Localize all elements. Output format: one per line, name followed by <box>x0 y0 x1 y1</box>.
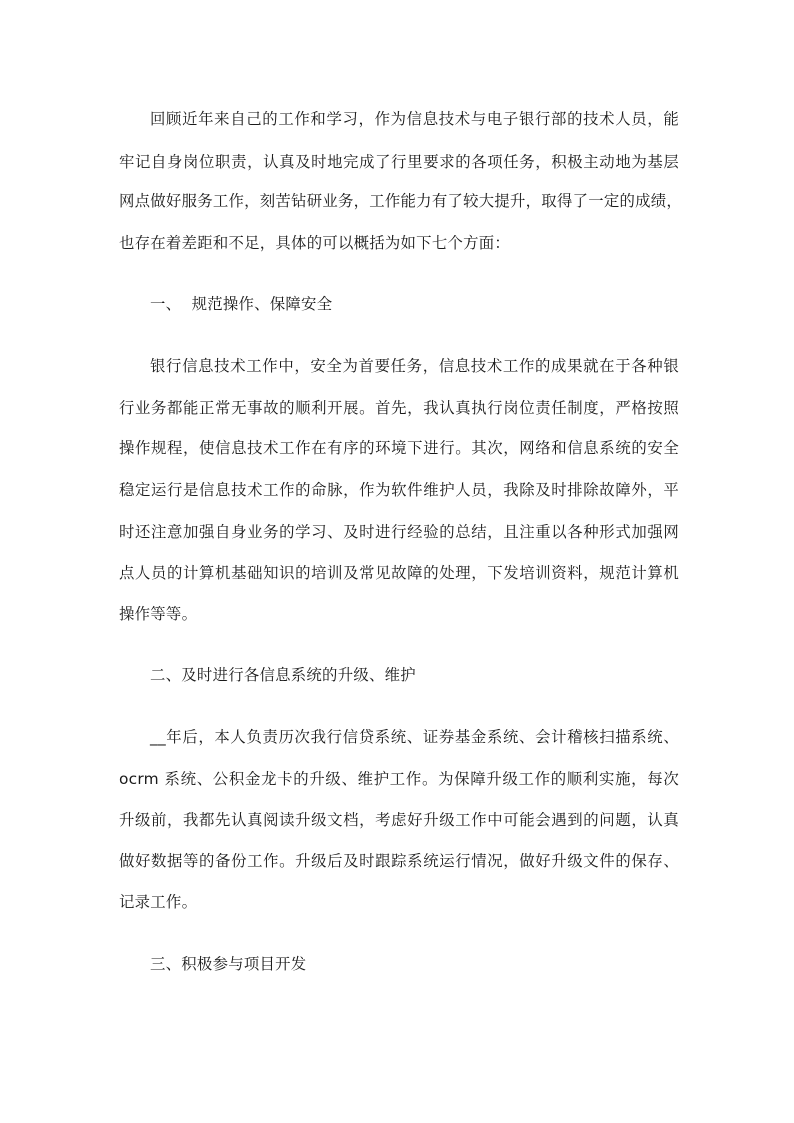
paragraph-3-line-3: 升级前，我都先认真阅读升级文档，考虑好升级工作中可能会遇到的问题，认真 <box>119 811 679 829</box>
section-heading-2: 二、及时进行各信息系统的升级、维护 <box>150 666 416 684</box>
paragraph-2-line-3: 操作规程，使信息技术工作在有序的环境下进行。其次，网络和信息系统的安全 <box>119 439 679 457</box>
paragraph-1-line-3: 网点做好服务工作，刻苦钻研业务，工作能力有了较大提升，取得了一定的成绩， <box>119 192 683 210</box>
paragraph-3-line-2: ocrm 系统、公积金龙卡的升级、维护工作。为保障升级工作的顺利实施，每次 <box>119 770 679 788</box>
paragraph-1-line-4: 也存在着差距和不足，具体的可以概括为如下七个方面： <box>119 234 511 252</box>
section-heading-3: 三、积极参与项目开发 <box>150 955 307 973</box>
paragraph-2-line-1: 银行信息技术工作中，安全为首要任务，信息技术工作的成果就在于各种银 <box>150 357 679 375</box>
paragraph-1-line-1: 回顾近年来自己的工作和学习，作为信息技术与电子银行部的技术人员，能 <box>150 110 679 128</box>
paragraph-2-line-6: 点人员的计算机基础知识的培训及常见故障的处理，下发培训资料，规范计算机 <box>119 564 679 582</box>
paragraph-2-line-4: 稳定运行是信息技术工作的命脉，作为软件维护人员，我除及时排除故障外，平 <box>119 481 679 499</box>
section-heading-1: 一、 规范操作、保障安全 <box>150 295 333 313</box>
paragraph-3-line-1: __年后，本人负责历次我行信贷系统、证券基金系统、会计稽核扫描系统、 <box>150 728 679 746</box>
paragraph-2-line-7: 操作等等。 <box>119 605 198 623</box>
paragraph-1-line-2: 牢记自身岗位职责，认真及时地完成了行里要求的各项任务，积极主动地为基层 <box>119 153 679 171</box>
paragraph-2-line-5: 时还注意加强自身业务的学习、及时进行经验的总结，且注重以各种形式加强网 <box>119 523 679 541</box>
paragraph-2-line-2: 行业务都能正常无事故的顺利开展。首先，我认真执行岗位责任制度，严格按照 <box>119 399 679 417</box>
paragraph-3-line-5: 记录工作。 <box>119 893 198 911</box>
paragraph-3-line-4: 做好数据等的备份工作。升级后及时跟踪系统运行情况，做好升级文件的保存、 <box>119 852 679 870</box>
